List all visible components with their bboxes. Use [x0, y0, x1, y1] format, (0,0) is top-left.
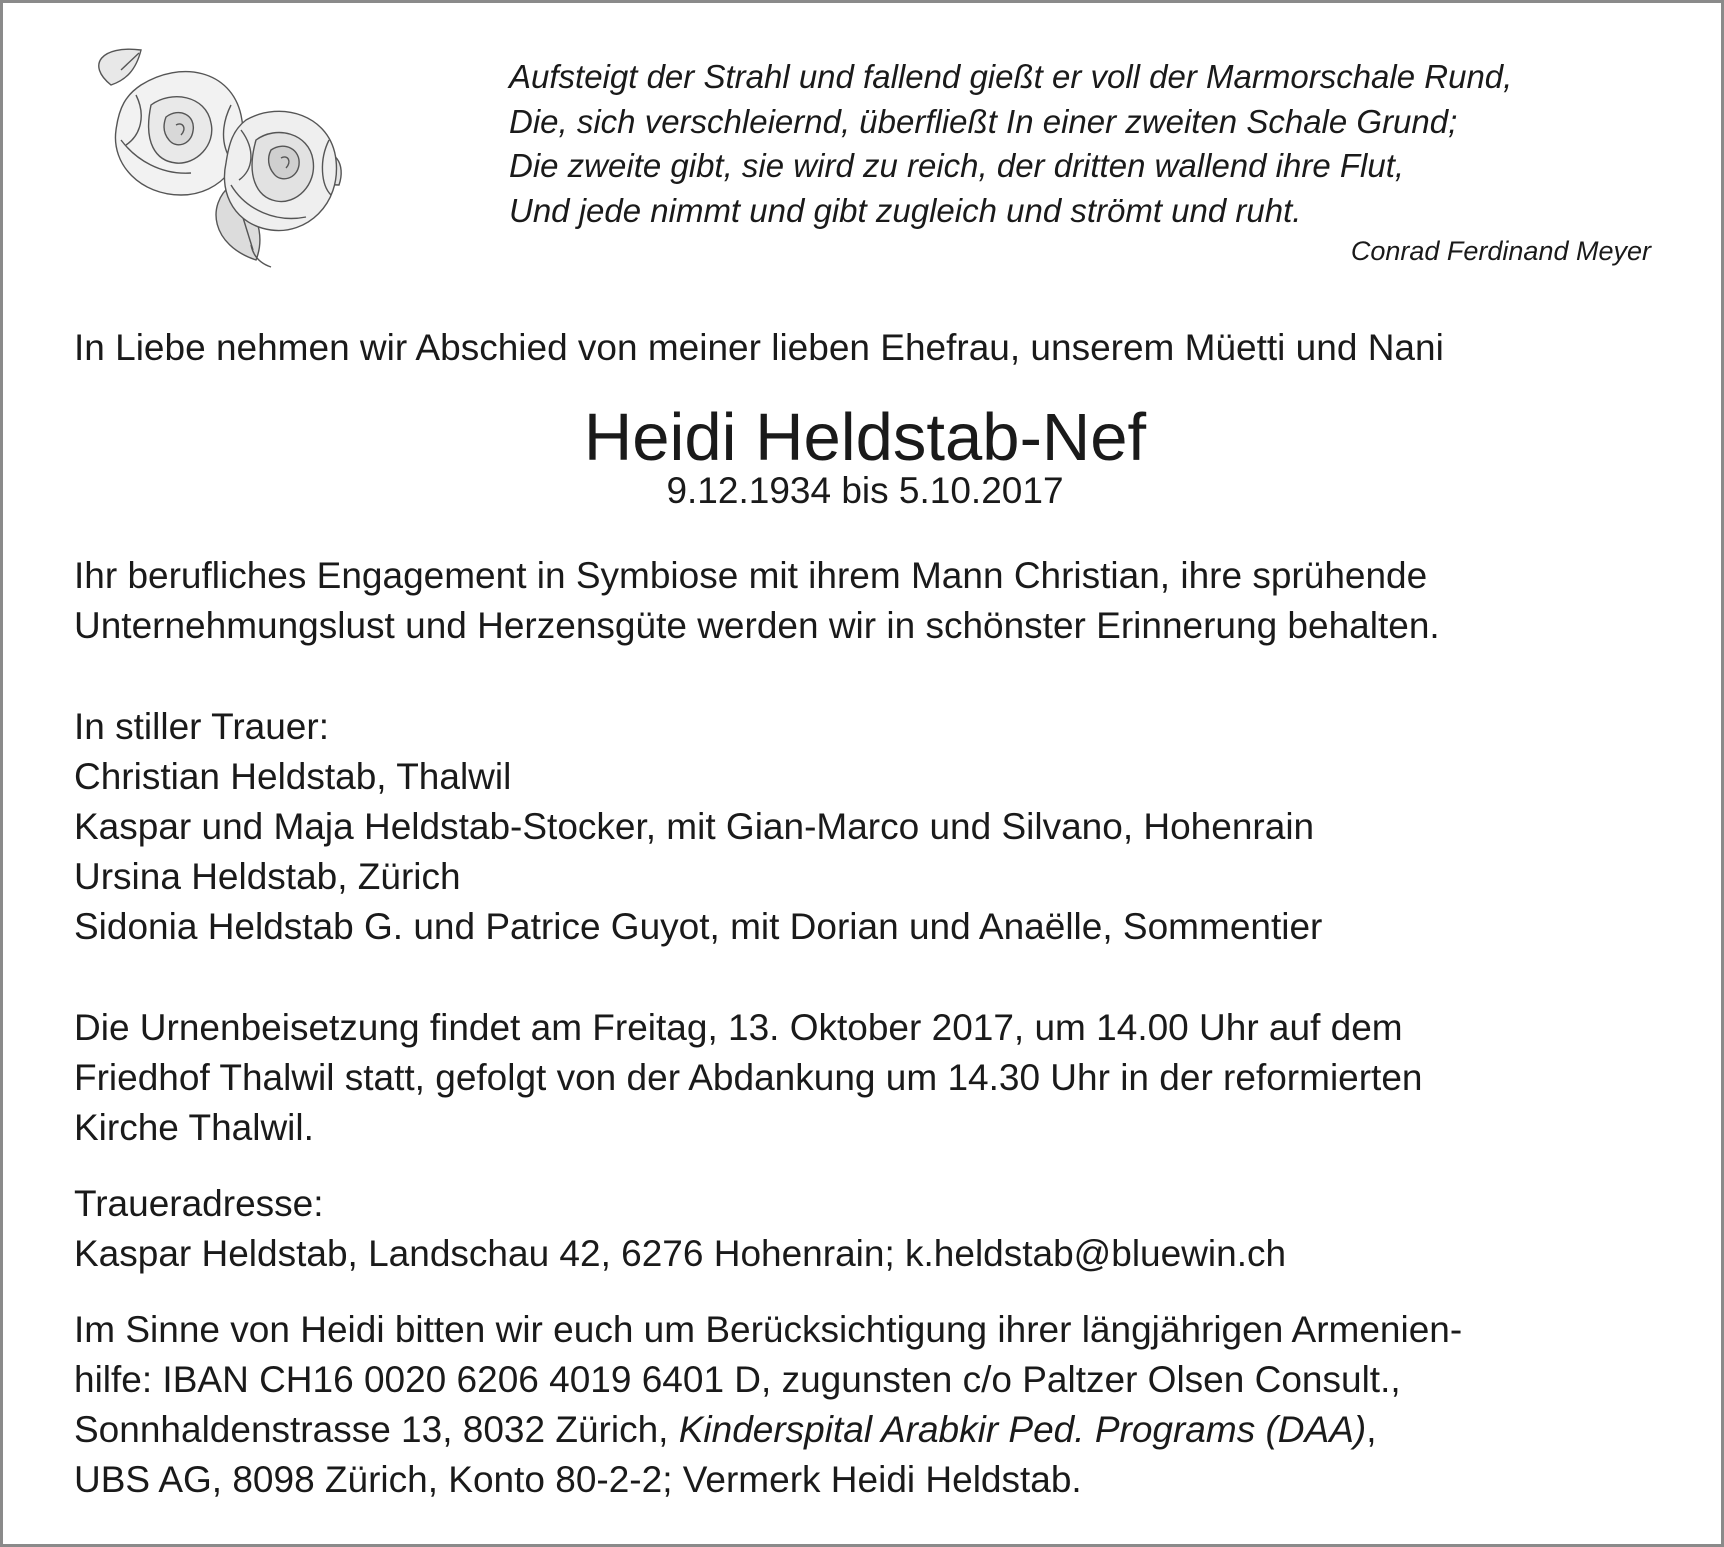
donation-punctuation: ,: [1366, 1409, 1377, 1450]
mourner-entry: Kaspar und Maja Heldstab-Stocker, mit Gian-Marco und Silvano, Hohenrain: [74, 806, 1315, 847]
mourner-entry: Christian Heldstab, Thalwil: [74, 756, 512, 797]
mourners-heading: In stiller Trauer:: [74, 706, 329, 747]
address-label: Traueradresse:: [74, 1183, 324, 1224]
burial-line: Die Urnenbeisetzung findet am Freitag, 13. Oktober 2017, um 14.00 Uhr auf dem: [74, 1007, 1403, 1048]
life-dates: 9.12.1934 bis 5.10.2017: [666, 470, 1064, 511]
poem-line: Aufsteigt der Strahl und fallend gießt er voll der Marmorschale Rund,: [509, 58, 1513, 95]
donation-line: [74, 1405, 1462, 1455]
poem-line: Die zweite gibt, sie wird zu reich, der dritten wallend ihre Flut,: [509, 147, 1405, 184]
mourners-list: [74, 702, 1322, 952]
donation-line: UBS AG, 8098 Zürich, Konto 80-2-2; Vermerk Heidi Heldstab.: [74, 1459, 1082, 1500]
burial-line: Friedhof Thalwil statt, gefolgt von der Abdankung um 14.30 Uhr in der reformierten: [74, 1057, 1423, 1098]
donation-line: Im Sinne von Heidi bitten wir euch um Berücksichtigung ihrer längjährigen Armenien-: [74, 1309, 1463, 1350]
poem: [509, 55, 1659, 233]
donation-line: hilfe: IBAN CH16 0020 6206 4019 6401 D, zugunsten c/o Paltzer Olsen Consult.,: [74, 1359, 1401, 1400]
donation-recipient: Kinderspital Arabkir Ped. Programs (DAA): [678, 1409, 1367, 1450]
poem-line: Und jede nimmt und gibt zugleich und strömt und ruht.: [509, 191, 1302, 229]
donation-paragraph: [74, 1305, 1462, 1505]
tribute-line: Ihr berufliches Engagement in Symbiose mit ihrem Mann Christian, ihre sprühende: [74, 555, 1428, 596]
address-value: Kaspar Heldstab, Landschau 42, 6276 Hohenrain; k.heldstab@bluewin.ch: [74, 1233, 1287, 1274]
donation-address: Sonnhaldenstrasse 13, 8032 Zürich,: [74, 1409, 679, 1450]
mourning-address: [74, 1179, 1286, 1279]
tribute-paragraph: [74, 551, 1440, 651]
intro-text: In Liebe nehmen wir Abschied von meiner lieben Ehefrau, unserem Müetti und Nani: [74, 327, 1444, 368]
burial-line: Kirche Thalwil.: [74, 1107, 314, 1148]
roses-illustration: [81, 45, 351, 270]
mourner-entry: Sidonia Heldstab G. und Patrice Guyot, mit Dorian und Anaëlle, Sommentier: [74, 906, 1323, 947]
burial-paragraph: [74, 1003, 1423, 1153]
poem-line: Die, sich verschleiernd, überfließt In einer zweiten Schale Grund;: [509, 102, 1458, 140]
tribute-line: Unternehmungslust und Herzensgüte werden wir in schönster Erinnerung behalten.: [74, 605, 1440, 646]
poem-author: Conrad Ferdinand Meyer: [1350, 236, 1651, 266]
mourner-entry: Ursina Heldstab, Zürich: [74, 856, 461, 897]
deceased-name: Heidi Heldstab-Nef: [583, 400, 1147, 475]
